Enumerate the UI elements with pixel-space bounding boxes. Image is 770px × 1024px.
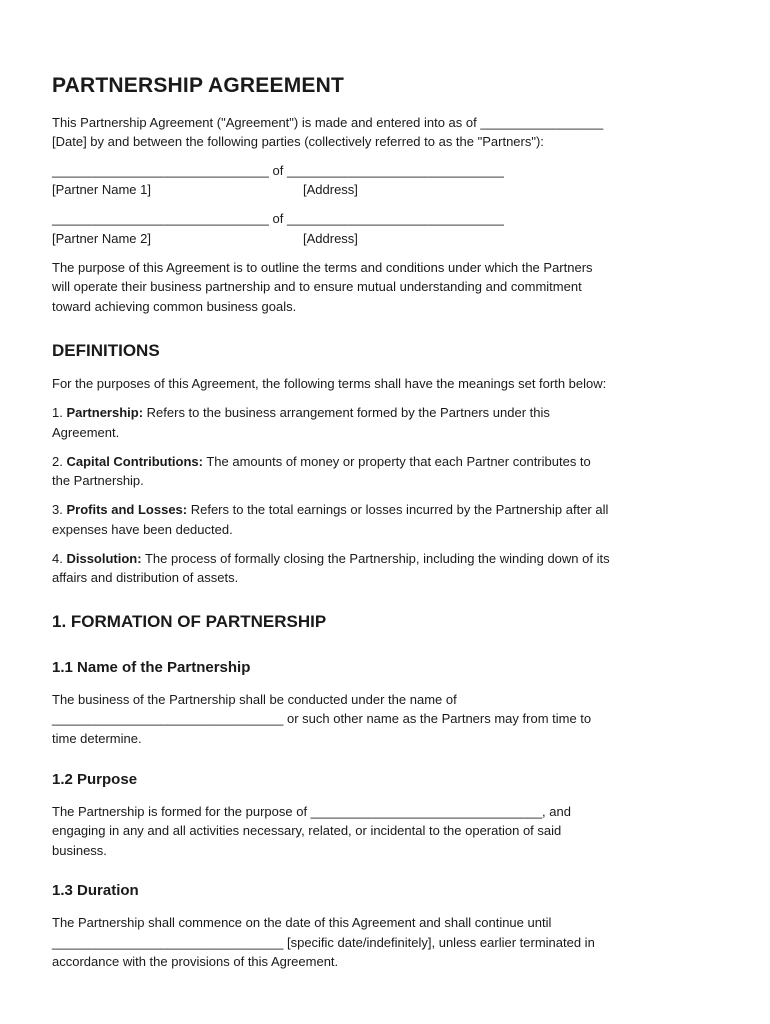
formation-heading: 1. FORMATION OF PARTNERSHIP <box>52 612 327 631</box>
section-1-2-line-3: business. <box>52 843 107 858</box>
definition-text: The process of formally closing the Partnership, including the winding down of its <box>141 551 610 566</box>
partner-2-address-label: [Address] <box>303 231 358 246</box>
intro-line-1: This Partnership Agreement ("Agreement") is made and entered into as of _________________ <box>52 115 604 130</box>
definition-text: The amounts of money or property that each Partner contributes to <box>202 454 591 469</box>
section-1-3-heading: 1.3 Duration <box>52 882 139 899</box>
definitions-intro: For the purposes of this Agreement, the following terms shall have the meanings set forth below: <box>52 376 607 391</box>
definition-item-4-line-1 <box>52 549 610 569</box>
definition-term: Partnership: <box>66 405 144 420</box>
definition-number: 3. <box>52 502 63 517</box>
definition-item-2-line-2: the Partnership. <box>52 473 144 488</box>
section-1-3-line-1: The Partnership shall commence on the date of this Agreement and shall continue until <box>52 915 552 930</box>
definition-item-3-line-2: expenses have been deducted. <box>52 522 233 537</box>
section-1-2-heading: 1.2 Purpose <box>52 771 138 788</box>
partner-1-name-label: [Partner Name 1] <box>52 182 151 197</box>
definition-text: Refers to the total earnings or losses incurred by the Partnership after all <box>187 502 609 517</box>
purpose-paragraph-line-3: toward achieving common business goals. <box>52 299 297 314</box>
definition-text: Refers to the business arrangement formed by the Partners under this <box>143 405 550 420</box>
definition-number: 1. <box>52 405 63 420</box>
definition-item-2-line-1 <box>52 452 591 472</box>
section-1-1-heading: 1.1 Name of the Partnership <box>52 659 251 676</box>
partner-2-blank-line: ______________________________ of ______________________________ <box>52 211 504 226</box>
partner-1-blank-line: ______________________________ of ______________________________ <box>52 163 504 178</box>
partner-2-name-label: [Partner Name 2] <box>52 231 151 246</box>
definition-number: 2. <box>52 454 63 469</box>
section-1-2-line-1: The Partnership is formed for the purpose of ________________________________, and <box>52 804 571 819</box>
definition-item-1-line-1 <box>52 403 550 423</box>
definition-term: Capital Contributions: <box>66 454 203 469</box>
partner-1-address-label: [Address] <box>303 182 358 197</box>
definition-term: Dissolution: <box>66 551 142 566</box>
purpose-paragraph-line-1: The purpose of this Agreement is to outline the terms and conditions under which the Partners <box>52 260 593 275</box>
purpose-paragraph-line-2: will operate their business partnership and to ensure mutual understanding and commitment <box>52 279 582 294</box>
section-1-1-line-2: ________________________________ or such other name as the Partners may from time to <box>52 711 592 726</box>
definition-item-3-line-1 <box>52 500 608 520</box>
section-1-1-line-3: time determine. <box>52 731 142 746</box>
section-1-3-line-2: ________________________________ [specific date/indefinitely], unless earlier terminated in <box>52 935 595 950</box>
definition-number: 4. <box>52 551 63 566</box>
document-title: PARTNERSHIP AGREEMENT <box>52 74 345 97</box>
definition-item-1-line-2: Agreement. <box>52 425 120 440</box>
definition-term: Profits and Losses: <box>66 502 188 517</box>
definitions-heading: DEFINITIONS <box>52 341 160 360</box>
section-1-1-line-1: The business of the Partnership shall be conducted under the name of <box>52 692 457 707</box>
section-1-2-line-2: engaging in any and all activities necessary, related, or incidental to the operation of said <box>52 823 562 838</box>
intro-line-2: [Date] by and between the following parties (collectively referred to as the "Partners"): <box>52 134 544 149</box>
section-1-3-line-3: accordance with the provisions of this Agreement. <box>52 954 339 969</box>
definition-item-4-line-2: affairs and distribution of assets. <box>52 570 239 585</box>
